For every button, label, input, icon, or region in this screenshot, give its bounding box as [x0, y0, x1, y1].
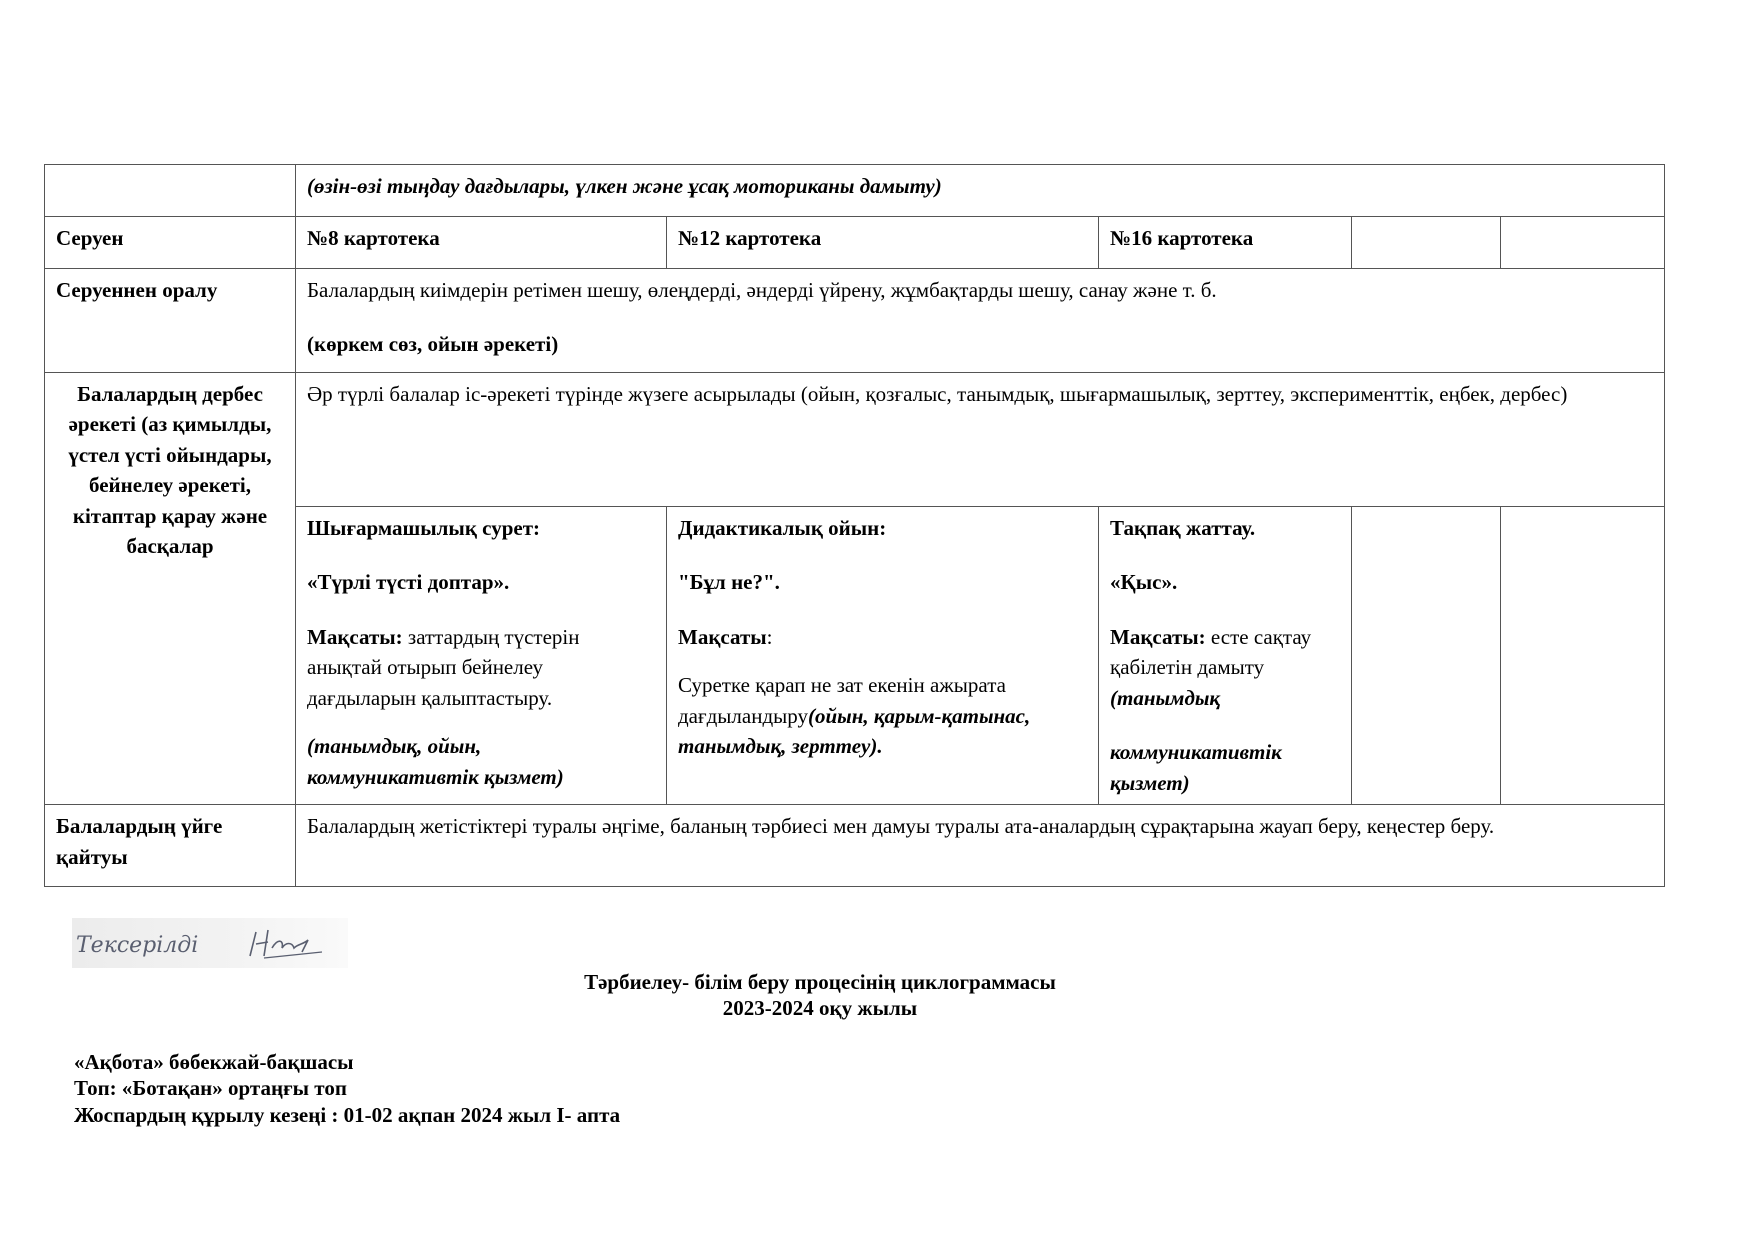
goal-label: Мақсаты:	[307, 624, 403, 649]
activity-topic: «Қыс».	[1110, 570, 1178, 595]
goal-colon: :	[766, 624, 773, 649]
independent-text: Әр түрлі балалар іс-әрекеті түрінде жүзеге асырылады (ойын, қозғалыс, танымдық, шығармашылық, зерттеу, эксперименттік, еңбек, дербес)	[296, 373, 1665, 507]
schedule-table	[44, 164, 1665, 887]
academic-year: 2023-2024 оқу жылы	[722, 996, 918, 1020]
goal-text: есте сақтау қабілетін дамыту	[1110, 624, 1312, 680]
activity-title: Шығармашылық сурет:	[307, 516, 541, 540]
activity-cell-3	[1099, 507, 1352, 805]
goal-label: Мақсаты:	[1110, 624, 1206, 649]
table-row-intro	[45, 165, 1665, 217]
independent-label: Балалардың дербес әрекеті (аз қимылды, үстел үсті ойындары, бейнелеу әрекеті, кітаптар қарау және басқалар	[45, 373, 296, 805]
home-text: Балалардың жетістіктері туралы әңгіме, баланың тәрбиесі мен дамуы туралы ата-аналардың сұрақтарына жауап беру, кеңестер беру.	[296, 805, 1665, 887]
home-label: Балалардың үйге қайтуы	[45, 805, 296, 887]
goal-text: Суретке қарап не зат екенін ажырата дағдыландыру	[678, 673, 1006, 728]
walk-empty-cell	[1501, 217, 1665, 269]
plan-period: Жоспардың құрылу кезеңі : 01-02 ақпан 2024 жыл І- апта	[74, 1103, 621, 1127]
return-cell	[296, 269, 1665, 373]
activity-cell-2	[667, 507, 1099, 805]
activity-note-line-1: (танымдық	[1110, 685, 1221, 710]
walk-empty-cell	[1352, 217, 1501, 269]
signature-stamp	[72, 918, 348, 968]
table-row-independent	[45, 373, 1665, 507]
return-note: (көркем сөз, ойын әрекеті)	[307, 332, 559, 357]
walk-card-3: №16 картотека	[1099, 217, 1352, 269]
goal-text: заттардың түстерін анықтай отырып бейнелеу дағдыларын қалыптастыру.	[307, 624, 580, 710]
activity-title: Дидактикалық ойын:	[678, 516, 887, 540]
walk-label: Серуен	[45, 217, 296, 269]
row-intro-note: (өзін-өзі тыңдау дағдылары, үлкен және ұсақ моториканы дамыту)	[307, 174, 942, 198]
return-text: Балалардың киімдерін ретімен шешу, өлеңдерді, әндерді үйрену, жұмбақтарды шешу, санау және т. б.	[307, 278, 1217, 302]
row-intro-label-cell	[45, 165, 296, 217]
activity-note-line-2: коммуникативтік қызмет)	[1110, 740, 1282, 795]
group-name: Топ: «Ботақан» ортаңғы топ	[74, 1076, 347, 1100]
activity-title: Тақпақ жаттау.	[1110, 516, 1256, 540]
return-label: Серуеннен оралу	[45, 269, 296, 373]
activity-empty-cell	[1501, 507, 1665, 805]
walk-card-2: №12 картотека	[667, 217, 1099, 269]
goal-label: Мақсаты	[678, 624, 767, 649]
table-row-home	[45, 805, 1665, 887]
table-row-return	[45, 269, 1665, 373]
activity-note: (ойын, қарым-қатынас, танымдық, зерттеу).	[678, 703, 1031, 759]
activity-topic: «Түрлі түсті доптар».	[307, 570, 510, 595]
handwritten-signature	[72, 918, 348, 968]
activity-cell-1	[296, 507, 667, 805]
activity-empty-cell	[1352, 507, 1501, 805]
kindergarten-name: «Ақбота» бөбекжай-бақшасы	[74, 1050, 354, 1074]
document-title: Тәрбиелеу- білім беру процесінің циклограммасы	[584, 970, 1056, 994]
activity-note: (танымдық, ойын, коммуникативтік қызмет)	[307, 734, 564, 789]
walk-card-1: №8 картотека	[296, 217, 667, 269]
row-intro-cell	[296, 165, 1665, 217]
svg-text:Тексерілді: Тексерілді	[76, 933, 199, 958]
table-row-walk	[45, 217, 1665, 269]
activity-topic: "Бұл не?".	[678, 570, 780, 595]
